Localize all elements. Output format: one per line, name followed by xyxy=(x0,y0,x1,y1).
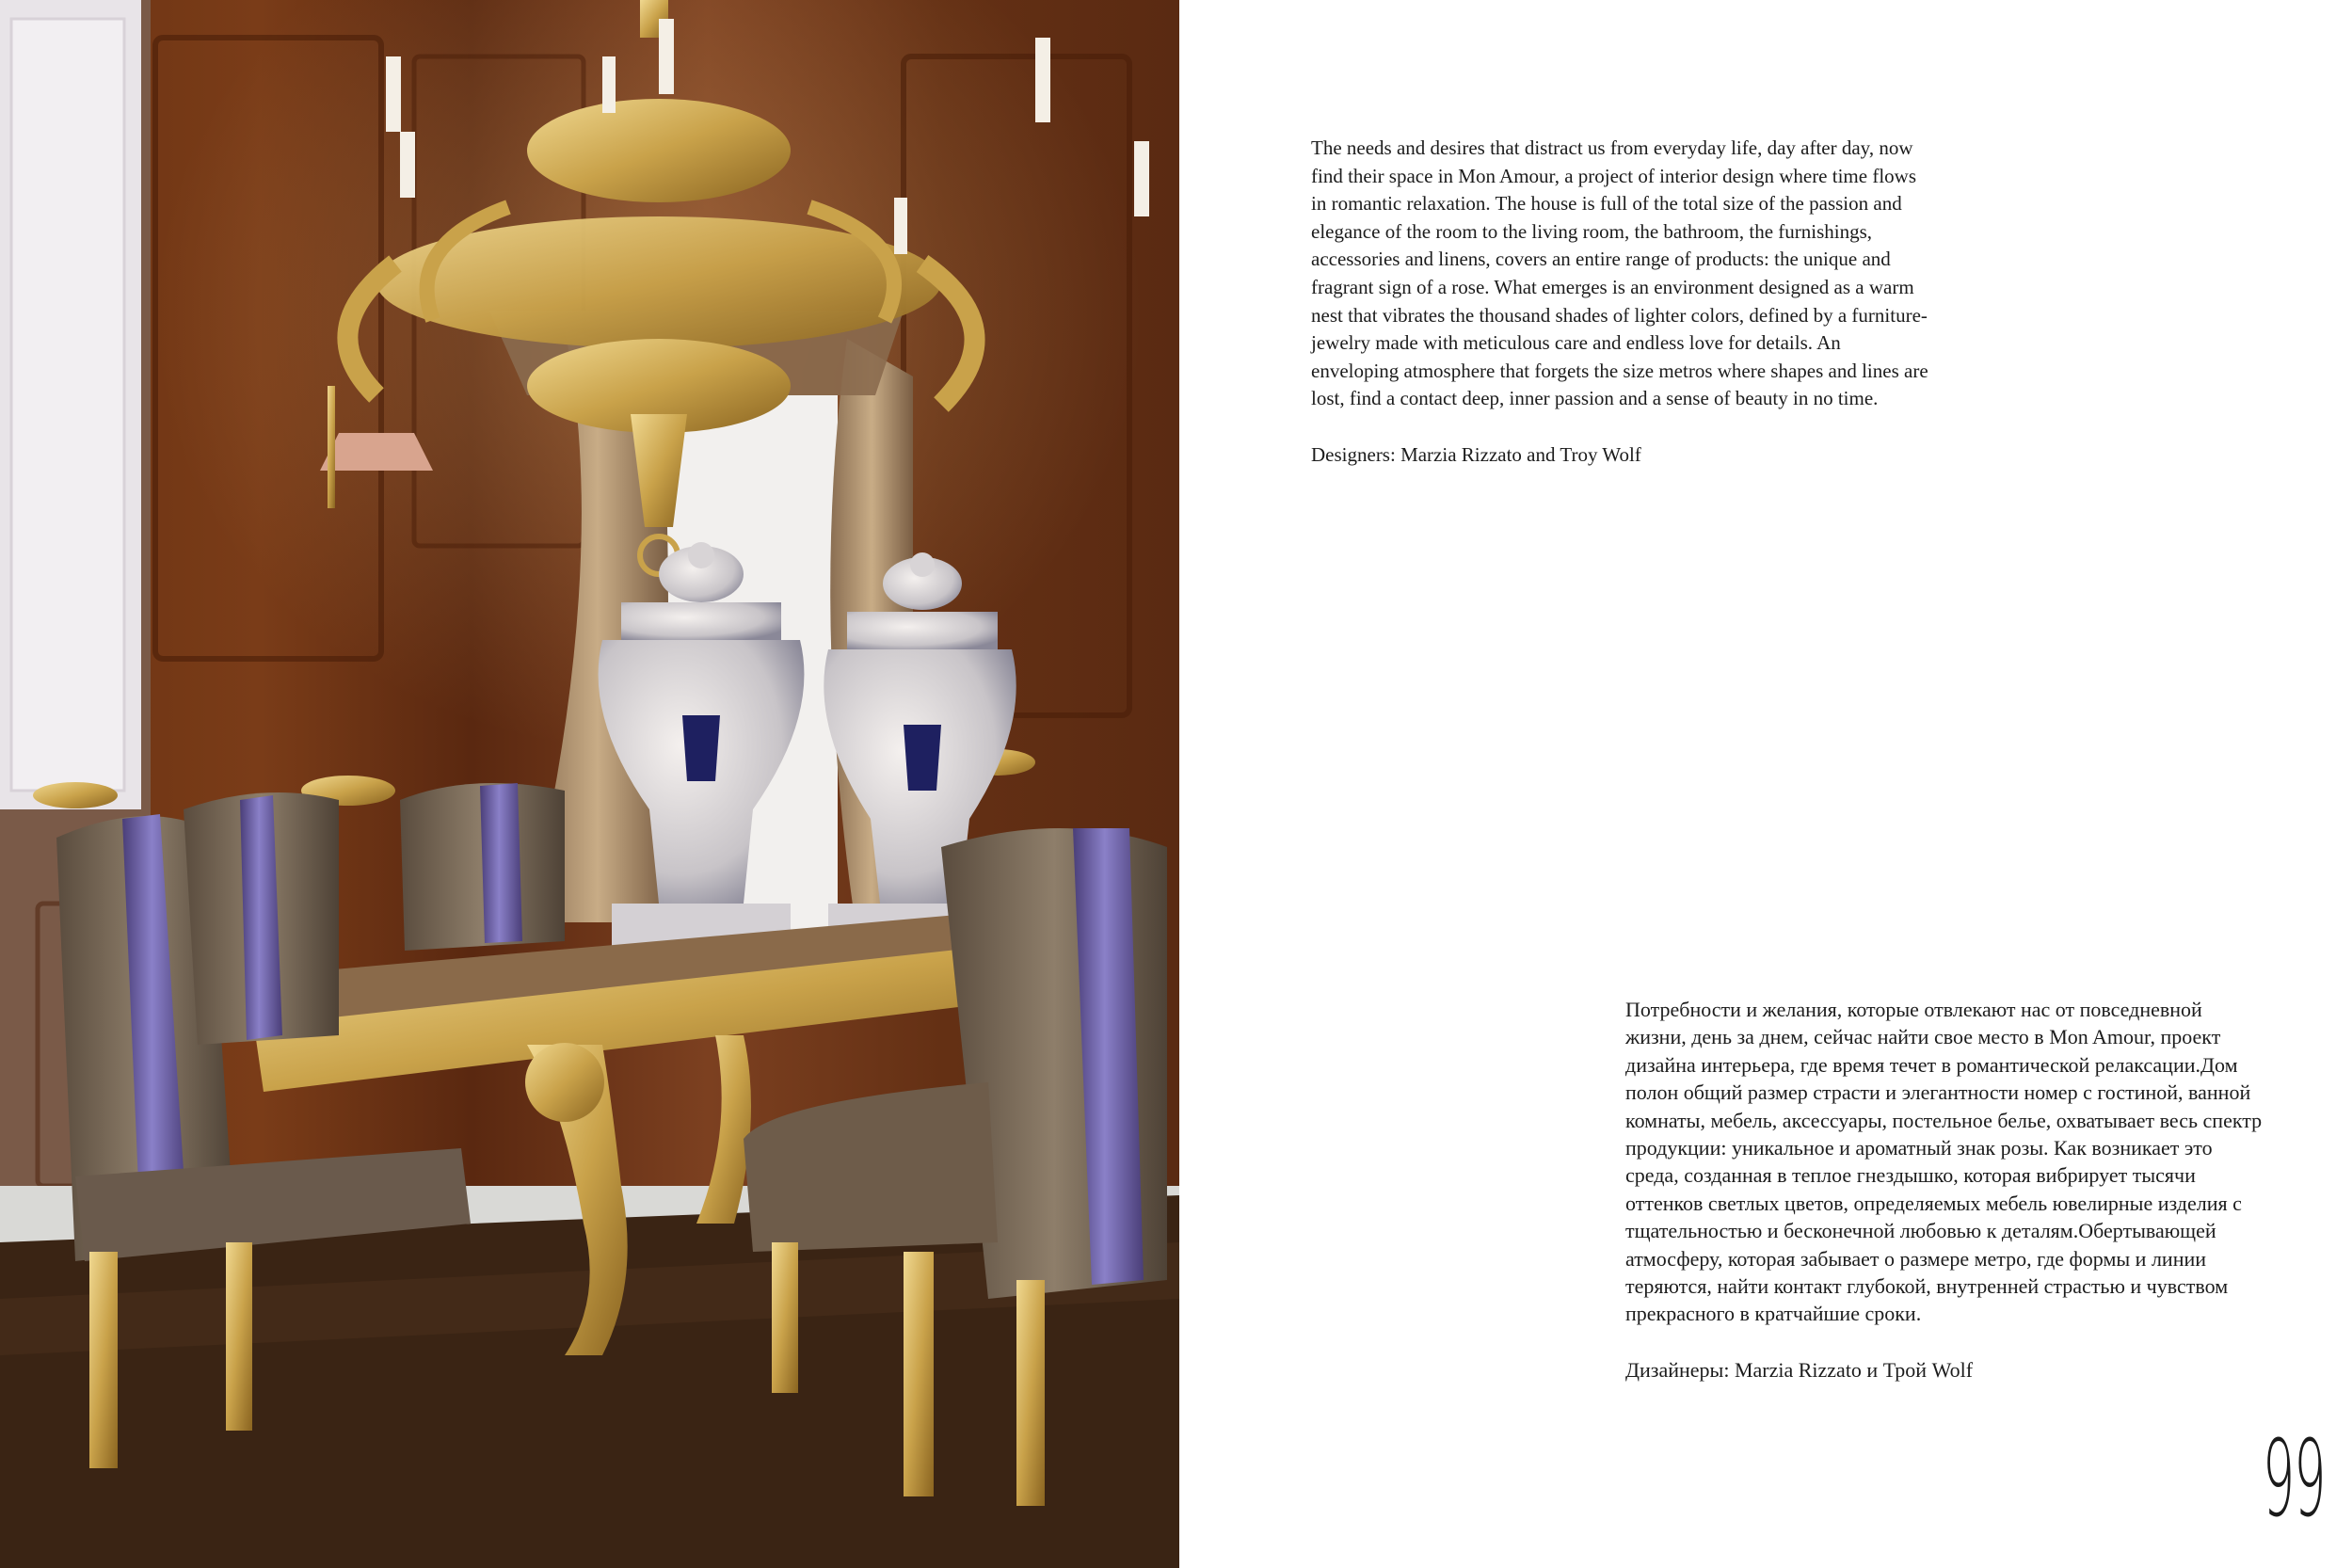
russian-paragraph: Потребности и желания, которые отвлекают нас от повседневной жизни, день за днем, сейчас найти свое место в Mon Amour, проект дизайна интерьера, где время течет в романтической релаксации.Дом полон общий размер страсти и элегантности номер с гостиной, ванной комнаты, мебель, аксессуары, постельное белье, охватывает весь спектр продукции: уникальное и ароматный знак розы. Как возникает это среда, созданная в теплое гнездышко, которая вибрирует тысячи оттенков светлых цветов, определяемых мебель ювелирные изделия с тщательностью и бесконечной любовью к деталям.Обертывающей атмосферу, которая забывает о размере метро, где формы и линии теряются, найти контакт глубокой, внутренней страстью и чувством прекрасного в кратчайшие сроки. xyxy=(1625,998,2263,1326)
english-paragraph: The needs and desires that distract us from everyday life, day after day, now find their space in Mon Amour, a project of interior design where time flows in romantic relaxation. The house is full of the total size of the passion and elegance of the room to the living room, the bathroom, the furnishings, accessories and linens, covers an entire range of products: the unique and fragrant sign of a rose. What emerges is an environment designed as a warm nest that vibrates the thousand shades of lighter colors, defined by a furniture-jewelry made with meticulous care and endless love for details. An enveloping atmosphere that forgets the size metros where shapes and lines are lost, find a contact deep, inner passion and a sense of beauty in no time. xyxy=(1311,136,1928,410)
english-designers-credit: Designers: Marzia Rizzato and Troy Wolf xyxy=(1311,442,1641,466)
page-number: 99 xyxy=(2263,1418,2326,1541)
russian-description xyxy=(1625,996,2265,1384)
chair-back-middle xyxy=(400,783,565,951)
russian-designers-credit: Дизайнеры: Marzia Rizzato и Трой Wolf xyxy=(1625,1357,1974,1382)
english-description xyxy=(1311,135,1932,470)
chair-back-left xyxy=(184,792,339,1045)
